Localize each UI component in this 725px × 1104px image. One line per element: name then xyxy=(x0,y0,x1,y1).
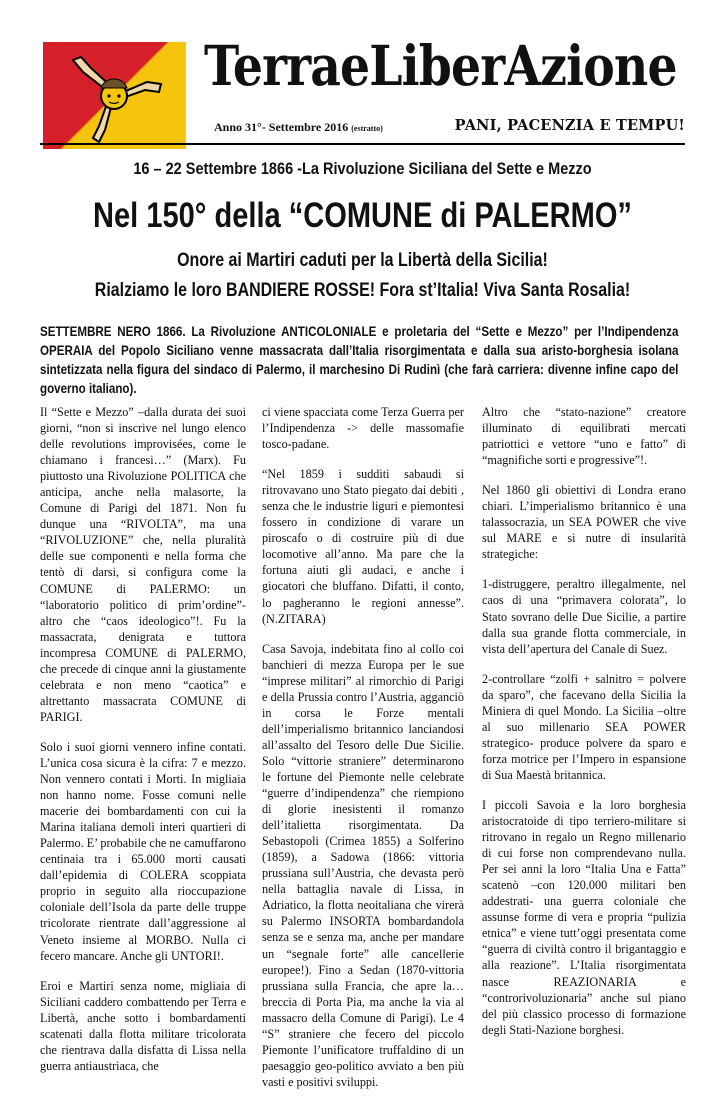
trinacria-icon xyxy=(43,42,186,149)
paragraph: Eroi e Martiri senza nome, migliaia di Siciliani caddero combattendo per Terra e Libertà, anche sotto i bombardamenti scatenati dalla flotta militare tricolorata che rientrava dalla disfatta di Lissa nella guerra antiaustriaca, che xyxy=(40,978,246,1073)
paragraph: “Nel 1859 i sudditi sabaudi si ritrovavano uno Stato piegato dai debiti , senza che le industrie liguri e piemontesi fossero in condizione di varare un piroscafo o di costruire più di due locomotive all’anno. Ma pare che la fortuna aiuti gli audaci, e anche i giocatori che bluffano. Difatti, il conto, lo pagheranno le regioni annesse”. (N.ZITARA) xyxy=(262,467,464,626)
article-column-3 xyxy=(482,404,686,1052)
issue-info xyxy=(214,120,383,135)
motto: PANI, PACENZIA E TEMPU! xyxy=(454,117,685,134)
paragraph: 1-distruggere, peraltro illegalmente, nel caos di una “primavera colorata”, lo Stato sovrano delle Due Sicilie, a partire dalla sua grande flotta commerciale, in vista dell’apertura del Canale di Suez. xyxy=(482,577,686,656)
article-kicker: 16 – 22 Settembre 1866 -La Rivoluzione Siciliana del Sette e Mezzo xyxy=(133,160,592,178)
paragraph: ci viene spacciata come Terza Guerra per l’Indipendenza -> delle massomafie tosco-padane. xyxy=(262,405,464,452)
paragraph: Casa Savoja, indebitata fino al collo coi banchieri di mezza Europa per le sue “imprese militari” al rimorchio di Parigi e della Prussia contro l’Austria, agganciò in corsa le Forze mentali dell’imperialismo britannico lanciandosi all’assalto del Tesoro delle Due Sicilie. Solo “vittorie straniere” determinarono le fortune del Piemonte nelle celebrate “guerre d’indipendenza” che riempiono di glorie inesistenti il romanzo dell’italietta risorgimentata. Da Sebastopoli (Crimea 1855) a Solferino (1859), a Sadowa (1866: vittoria prussiana sull’Austria, che devasta però nella battaglia navale di Lissa, in Adriatico, la flotta neoitaliana che virerà su Palermo INSORTA bombardandola senza se e senza ma, anche per mandare un “segnale forte” alle cancellerie europee!). Fino a Sedan (1870-vittoria prussiana sulla Francia, che apre la…breccia di Porta Pia, ma anche la via al massacro della Comune di Parigi). Le 4 “S” straniere che fecero del piccolo Piemonte l’unificatore truffaldino di un paesaggio geo-politico avviato a ben più vasti e positivi sviluppi. xyxy=(262,641,464,1089)
paragraph: 2-controllare “zolfi + salnitro = polvere da sparo”, che facevano della Sicilia la Miniera di quel Mondo. La Sicilia –oltre al suo millenario SEA POWER strategico- produce polvere da sparo e forza motrice per l’Impero in espansione di Sua Maestà britannica. xyxy=(482,671,686,782)
newspaper-masthead: TerraeLiberAzione xyxy=(204,33,677,98)
masthead-divider xyxy=(40,143,685,145)
paragraph: Solo i suoi giorni vennero infine contati. L’unica cosa sicura è la cifra: 7 e mezzo. Non vennero contati i Morti. In migliaia non hanno nome. Fosse comuni nelle macerie dei bombardamenti con cui la Marina italiana demolì interi quartieri di Palermo. E’ probabile che ne camuffarono centinaia tra i 65.000 morti causati dall’epidemia di COLERA scoppiata proprio in seguito alla rioccupazione coloniale dell’Isola da parte delle truppe tricolorate rientrate dall’aggressione al Veneto insieme al MORBO. Nulla ci fecero mancare. Anche gli UNTORI!. xyxy=(40,739,246,963)
paragraph: I piccoli Savoia e la loro borghesia aristocratoide di tipo terriero-militare si ritrovano in regalo un Regno millenario di cui forse non comprendevano nulla. Per sei anni la loro “Italia Una e Fatta” scatenò –con 120.000 militari ben addestrati- una guerra coloniale che assunse forme di vera e propria “pulizia etnica” e viene tutt’oggi presentata come “guerra di civiltà contro il brigantaggio e alla reazione”. L’Italia risorgimentata nasce REAZIONARIA e “controrivoluzionaria” anche sul piano del più classico processo di formazione degli Stati-Nazione borghesi. xyxy=(482,797,686,1037)
paragraph: Altro che “stato-nazione” creatore illuminato di equilibrati mercati patriottici e vettore “uno e fatto” di “magnifiche sorti e progressive”!. xyxy=(482,405,686,468)
issue-note: (estratto) xyxy=(351,124,383,133)
article-headline: Nel 150° della “COMUNE di PALERMO” xyxy=(93,196,632,235)
article-lead: SETTEMBRE NERO 1866. La Rivoluzione ANTICOLONIALE e proletaria del “Sette e Mezzo” per l’Indipendenza OPERAIA del Popolo Siciliano venne massacrata dall’Italia risorgimentata e dalla sua aristo-borghesia isolana sintetizzata nella figura del sindaco di Palermo, il marchesino Di Rudinì (che farà carriera: divenne infine capo del governo italiano). xyxy=(40,324,679,396)
article-subhead-1: Onore ai Martiri caduti per la Libertà della Sicilia! xyxy=(177,250,548,271)
article-column-1 xyxy=(40,404,246,1088)
issue-date: Anno 31°- Settembre 2016 xyxy=(214,120,349,134)
article-column-2 xyxy=(262,404,464,1104)
paragraph: Nel 1860 gli obiettivi di Londra erano chiari. L’imperialismo britannico è una talassocrazia, un SEA POWER che vive sul MARE e si nutre di insularità strategiche: xyxy=(482,483,686,562)
trinacria-flag-logo xyxy=(43,42,186,149)
paragraph: Il “Sette e Mezzo” –dalla durata dei suoi giorni, “non si inscrive nel lungo elenco delle revolutions improvisées, come le chiamano i francesi…” (Marx). Fu piuttosto una Rivoluzione POLITICA che anticipa, anche nella malasorte, la Comune di Parigi del 1871. Non fu dunque una “RIVOLTA”, ma una “RIVOLUZIONE” che, nella pluralità delle sue componenti e nella forma che tentò di darsi, si configura come la COMUNE di PALERMO: un “laboratorio politico di prim’ordine”- altro che “caos ideologico”!. Fu la massacrata, denigrata e tuttora incompresa COMUNE di PALERMO, che precede di cinque anni la giustamente celebrata e non meno “caotica” e altrettanto massacrata COMUNE di PARIGI. xyxy=(40,405,246,724)
article-subhead-2: Rialziamo le loro BANDIERE ROSSE! Fora st’Italia! Viva Santa Rosalia! xyxy=(94,280,631,301)
